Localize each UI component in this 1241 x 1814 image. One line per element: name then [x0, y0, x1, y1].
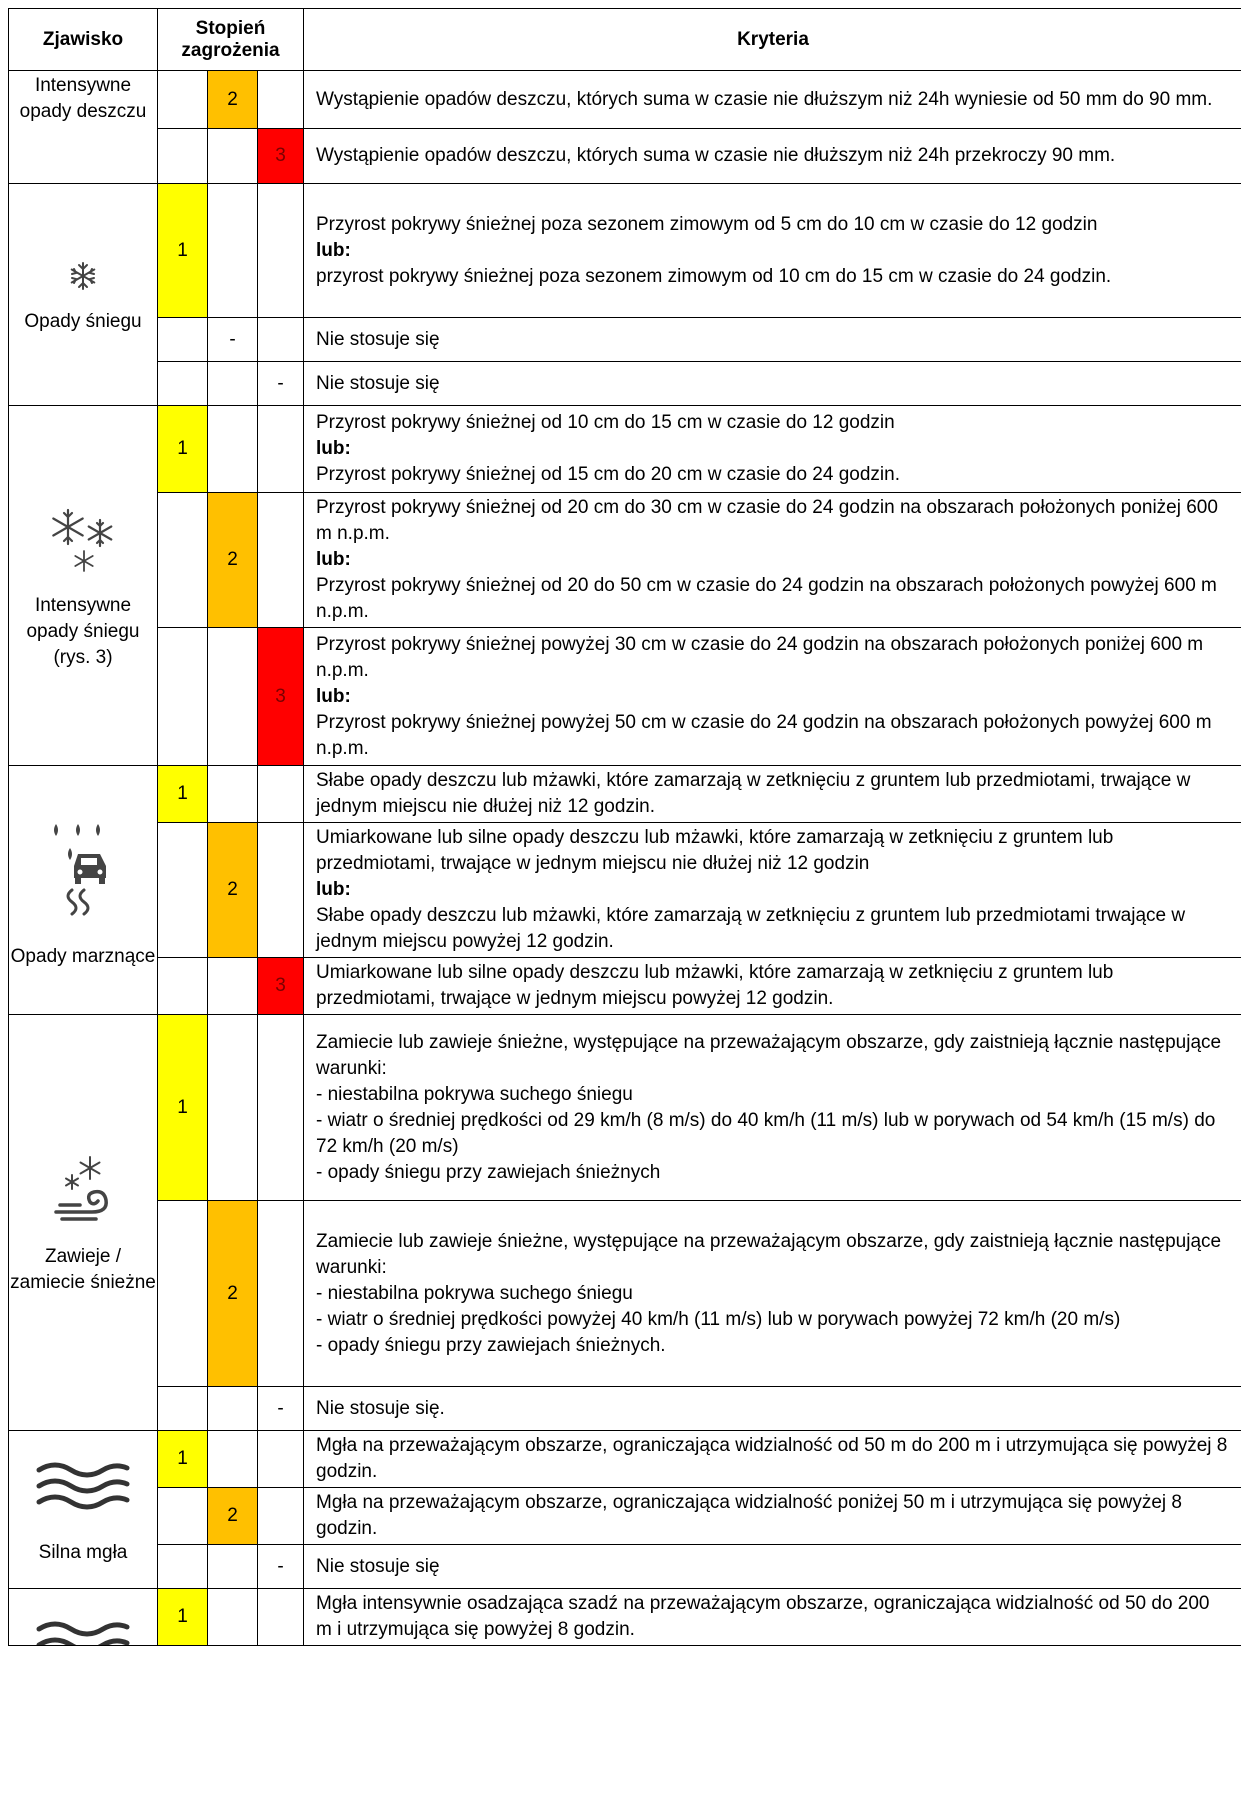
level-cell-empty: [258, 823, 304, 958]
level-cell-empty: [208, 766, 258, 823]
snow-drift-icon: [52, 1156, 114, 1226]
level-cell-empty: [208, 362, 258, 406]
criteria-text: Słabe opady deszczu lub mżawki, które zamarzają w zetknięciu z gruntem lub przedmiotami, trwające w jednym miejscu nie dłużej niż 12 godzin.: [304, 766, 1241, 823]
level-badge-1: 1: [158, 766, 208, 823]
level-cell-empty: [158, 1488, 208, 1545]
header-row: [9, 9, 1241, 71]
rime-fog-icon: [35, 1615, 131, 1645]
criteria-text: Mgła na przeważającym obszarze, ograniczająca widzialność poniżej 50 m i utrzymująca się powyżej 8 godzin.: [304, 1488, 1241, 1545]
level-cell-empty: [158, 628, 208, 766]
criteria-line: Przyrost pokrywy śnieżnej od 10 cm do 15 cm w czasie do 12 godzin: [316, 412, 895, 433]
criteria-text: Mgła na przeważającym obszarze, ograniczająca widzialność od 50 m do 200 m i utrzymująca się powyżej 8 godzin.: [304, 1431, 1241, 1488]
warning-criteria-table: [8, 8, 1241, 1646]
phenomenon-name: Intensywne opady śniegu (rys. 3): [26, 594, 140, 668]
level-cell-empty: [208, 958, 258, 1015]
level-cell-empty: [158, 1387, 208, 1431]
level-cell-empty: [158, 71, 208, 129]
level-cell-empty: [258, 1488, 304, 1545]
criteria-line: - opady śniegu przy zawiejach śnieżnych: [316, 1161, 661, 1183]
phenomenon-name: Zawieje / zamiecie śnieżne: [10, 1245, 156, 1293]
phenomenon-rain: Intensywne opady deszczu: [9, 71, 158, 184]
level-cell-empty: [208, 628, 258, 766]
level-cell-empty: [208, 184, 258, 318]
level-cell-empty: [258, 406, 304, 493]
level-dash: -: [208, 318, 258, 362]
phenomenon-rime-fog: [9, 1589, 158, 1646]
criteria-line: Zamiecie lub zawieje śnieżne, występujące na przeważającym obszarze, gdy zaistnieją łącznie następujące warunki:: [316, 1230, 1222, 1278]
table-row: [9, 493, 1241, 628]
level-badge-2: 2: [208, 71, 258, 129]
level-badge-1: 1: [158, 1431, 208, 1488]
criteria-line: - wiatr o średniej prędkości powyżej 40 km/h (11 m/s) lub w porywach powyżej 72 km/h (20 m/s): [316, 1308, 1121, 1330]
fog-icon: [35, 1460, 131, 1512]
phenomenon-name: Silna mgła: [38, 1541, 128, 1563]
criteria-text: [304, 628, 1241, 766]
level-cell-empty: [158, 823, 208, 958]
level-cell-empty: [258, 71, 304, 129]
level-cell-empty: [258, 318, 304, 362]
criteria-text: [304, 1201, 1241, 1387]
level-dash: -: [258, 1387, 304, 1431]
level-cell-empty: [258, 766, 304, 823]
phenomenon-name: Opady marznące: [10, 946, 156, 967]
criteria-line: Przyrost pokrywy śnieżnej od 15 cm do 20 cm w czasie do 24 godzin.: [316, 464, 900, 485]
level-cell-empty: [208, 1431, 258, 1488]
level-cell-empty: [258, 1431, 304, 1488]
criteria-text: Wystąpienie opadów deszczu, których suma w czasie nie dłuższym niż 24h przekroczy 90 mm.: [304, 129, 1241, 184]
level-badge-3: 3: [258, 958, 304, 1015]
phenomenon-heavy-snow: [9, 406, 158, 766]
criteria-line: Przyrost pokrywy śnieżnej powyżej 50 cm w czasie do 24 godzin na obszarach położonych powyżej 600 m n.p.m.: [316, 711, 1212, 759]
level-cell-empty: [258, 184, 304, 318]
criteria-text: [304, 184, 1241, 318]
level-cell-empty: [258, 493, 304, 628]
table-row: [9, 1015, 1241, 1201]
criteria-text: Nie stosuje się: [304, 318, 1241, 362]
criteria-text: [304, 493, 1241, 628]
level-cell-empty: [258, 1201, 304, 1387]
level-badge-2: 2: [208, 493, 258, 628]
table-row: [9, 1589, 1241, 1646]
level-cell-empty: [258, 1015, 304, 1201]
level-cell-empty: [208, 1589, 258, 1646]
level-badge-3: 3: [258, 628, 304, 766]
level-cell-empty: [158, 362, 208, 406]
criteria-line: przyrost pokrywy śnieżnej poza sezonem zimowym od 10 cm do 15 cm w czasie do 24 godzin.: [316, 265, 1112, 287]
table-row: [9, 958, 1241, 1015]
connector-lub: lub:: [316, 685, 351, 707]
criteria-line: Przyrost pokrywy śnieżnej powyżej 30 cm w czasie do 24 godzin na obszarach położonych poniżej 600 m n.p.m.: [316, 633, 1204, 681]
table-row: [9, 823, 1241, 958]
connector-lub: lub:: [316, 438, 351, 459]
criteria-text: Umiarkowane lub silne opady deszczu lub mżawki, które zamarzają w zetknięciu z gruntem lub przedmiotami, trwające w jednym miejscu powyżej 12 godzin.: [304, 958, 1241, 1015]
level-badge-1: 1: [158, 1015, 208, 1201]
header-phenomenon: Zjawisko: [9, 9, 158, 71]
header-criteria: Kryteria: [304, 9, 1241, 71]
criteria-text: Nie stosuje się.: [304, 1387, 1241, 1431]
level-cell-empty: [208, 1387, 258, 1431]
criteria-line: - niestabilna pokrywa suchego śniegu: [316, 1083, 633, 1105]
criteria-line: Zamiecie lub zawieje śnieżne, występujące na przeważającym obszarze, gdy zaistnieją łącznie następujące warunki:: [316, 1031, 1222, 1079]
level-cell-empty: [158, 318, 208, 362]
freezing-rain-icon: [48, 816, 118, 926]
level-badge-2: 2: [208, 1488, 258, 1545]
connector-lub: lub:: [316, 239, 351, 261]
criteria-line: Umiarkowane lub silne opady deszczu lub mżawki, które zamarzają w zetknięciu z gruntem lub przedmiotami, trwające w jednym miejscu nie dłużej niż 12 godzin: [316, 827, 1114, 874]
snowflake-icon: [68, 261, 98, 291]
level-dash: -: [258, 362, 304, 406]
level-cell-empty: [158, 1545, 208, 1589]
table-row: [9, 406, 1241, 493]
criteria-text: Nie stosuje się: [304, 362, 1241, 406]
criteria-line: Przyrost pokrywy śnieżnej od 20 do 50 cm w czasie do 24 godzin na obszarach położonych powyżej 600 m n.p.m.: [316, 575, 1217, 622]
level-dash: -: [258, 1545, 304, 1589]
criteria-line: Przyrost pokrywy śnieżnej od 20 cm do 30 cm w czasie do 24 godzin na obszarach położonych poniżej 600 m n.p.m.: [316, 497, 1218, 544]
connector-lub: lub:: [316, 879, 351, 900]
table-row: [9, 1431, 1241, 1488]
level-cell-empty: [208, 406, 258, 493]
criteria-line: - opady śniegu przy zawiejach śnieżnych.: [316, 1334, 666, 1356]
header-level: Stopień zagrożenia: [158, 9, 304, 71]
table-row: [9, 628, 1241, 766]
table-row: [9, 362, 1241, 406]
level-cell-empty: [158, 493, 208, 628]
criteria-text: Wystąpienie opadów deszczu, których suma w czasie nie dłuższym niż 24h wyniesie od 50 mm do 90 mm.: [304, 71, 1241, 129]
criteria-text: [304, 406, 1241, 493]
level-cell-empty: [158, 129, 208, 184]
criteria-line: - niestabilna pokrywa suchego śniegu: [316, 1282, 633, 1304]
phenomenon-name: Opady śniegu: [24, 310, 142, 332]
heavy-snow-icon: [48, 507, 118, 575]
connector-lub: lub:: [316, 549, 351, 570]
phenomenon-drift: [9, 1015, 158, 1431]
table-row: [9, 1545, 1241, 1589]
level-cell-empty: [258, 1589, 304, 1646]
criteria-text: [304, 1015, 1241, 1201]
criteria-text: [304, 823, 1241, 958]
table-row: [9, 318, 1241, 362]
level-cell-empty: [208, 1545, 258, 1589]
table-row: [9, 71, 1241, 129]
level-badge-1: 1: [158, 184, 208, 318]
level-cell-empty: [158, 1201, 208, 1387]
level-badge-3: 3: [258, 129, 304, 184]
level-badge-1: 1: [158, 1589, 208, 1646]
table-row: [9, 1488, 1241, 1545]
level-badge-2: 2: [208, 823, 258, 958]
level-cell-empty: [208, 129, 258, 184]
criteria-line: Przyrost pokrywy śnieżnej poza sezonem zimowym od 5 cm do 10 cm w czasie do 12 godzin: [316, 213, 1098, 235]
phenomenon-fog: [9, 1431, 158, 1589]
table-row: [9, 1201, 1241, 1387]
level-badge-2: 2: [208, 1201, 258, 1387]
level-badge-1: 1: [158, 406, 208, 493]
table-row: [9, 184, 1241, 318]
phenomenon-freezing: [9, 766, 158, 1015]
criteria-text: Nie stosuje się: [304, 1545, 1241, 1589]
level-cell-empty: [158, 958, 208, 1015]
criteria-line: - wiatr o średniej prędkości od 29 km/h (8 m/s) do 40 km/h (11 m/s) lub w porywach od 54 km/h (15 m/s) do 72 km/h (20 m/s): [316, 1109, 1216, 1157]
phenomenon-snow: [9, 184, 158, 406]
table-row: [9, 1387, 1241, 1431]
criteria-line: Słabe opady deszczu lub mżawki, które zamarzają w zetknięciu z gruntem lub przedmiotami trwające w jednym miejscu powyżej 12 godzin.: [316, 905, 1186, 952]
table-row: [9, 766, 1241, 823]
criteria-text: Mgła intensywnie osadzająca szadź na przeważającym obszarze, ograniczająca widzialność od 50 do 200 m i utrzymująca się powyżej 8 godzin.: [304, 1589, 1241, 1646]
level-cell-empty: [208, 1015, 258, 1201]
table-row: [9, 129, 1241, 184]
